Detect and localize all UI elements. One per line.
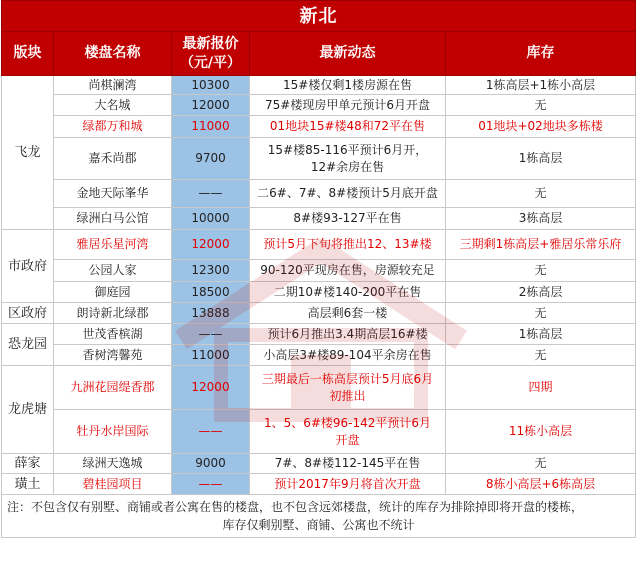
price-cell: —— [172, 410, 250, 454]
stock-cell: 1栋高层 [446, 138, 636, 180]
table-title: 新北 [2, 1, 636, 32]
news-cell: 高层剩6套一楼 [250, 303, 446, 324]
name-cell: 大名城 [54, 95, 172, 116]
price-cell: 10300 [172, 76, 250, 95]
stock-cell: 01地块+02地块多栋楼 [446, 116, 636, 138]
stock-cell: 无 [446, 454, 636, 474]
news-line: 15#楼85-116平预计6月开， [267, 142, 428, 157]
stock-cell: 无 [446, 95, 636, 116]
news-cell: 90-120平现房在售，房源较充足 [250, 260, 446, 282]
news-cell: 8#楼93-127平在售 [250, 208, 446, 230]
stock-cell: 3栋高层 [446, 208, 636, 230]
table-row [2, 116, 636, 138]
header-region: 版块 [2, 32, 54, 76]
table-row [2, 410, 636, 454]
stock-cell: 无 [446, 345, 636, 366]
news-cell [250, 138, 446, 180]
header-price [172, 32, 250, 76]
news-line: 1、5、6#楼96-142平预计6月 [263, 415, 432, 430]
region-cell: 璜土 [2, 474, 54, 495]
news-cell [250, 366, 446, 410]
table-row [2, 76, 636, 95]
news-cell [250, 410, 446, 454]
price-cell: —— [172, 324, 250, 345]
housing-table [1, 0, 636, 538]
table-row [2, 345, 636, 366]
name-cell: 朗诗新北绿郡 [54, 303, 172, 324]
news-cell: 预计5月下旬将推出12、13#楼 [250, 230, 446, 260]
table-row [2, 366, 636, 410]
price-cell: —— [172, 474, 250, 495]
stock-cell: 无 [446, 260, 636, 282]
stock-cell: 无 [446, 303, 636, 324]
price-cell: —— [172, 180, 250, 208]
price-cell: 18500 [172, 282, 250, 303]
name-cell: 御庭园 [54, 282, 172, 303]
price-cell: 12000 [172, 95, 250, 116]
stock-cell: 无 [446, 180, 636, 208]
name-cell: 碧桂园项目 [54, 474, 172, 495]
header-stock: 库存 [446, 32, 636, 76]
table-row [2, 208, 636, 230]
header-row [2, 32, 636, 76]
price-cell: 12300 [172, 260, 250, 282]
news-cell: 7#、8#楼112-145平在售 [250, 454, 446, 474]
price-cell: 12000 [172, 366, 250, 410]
region-cell: 龙虎塘 [2, 366, 54, 454]
news-cell: 75#楼现房甲单元预计6月开盘 [250, 95, 446, 116]
stock-cell: 三期剩1栋高层+雅居乐常乐府 [446, 230, 636, 260]
name-cell: 绿洲白马公馆 [54, 208, 172, 230]
name-cell: 牡丹水岸国际 [54, 410, 172, 454]
table-row [2, 180, 636, 208]
news-cell: 小高层3#楼89-104平余房在售 [250, 345, 446, 366]
name-cell: 尚棋澜湾 [54, 76, 172, 95]
footnote [2, 495, 636, 538]
region-cell: 恐龙园 [2, 324, 54, 366]
news-cell: 15#楼仅剩1楼房源在售 [250, 76, 446, 95]
price-cell: 9000 [172, 454, 250, 474]
news-cell: 预计6月推出3.4期高层16#楼 [250, 324, 446, 345]
news-cell: 二6#、7#、8#楼预计5月底开盘 [250, 180, 446, 208]
region-cell: 飞龙 [2, 76, 54, 230]
footnote-line: 库存仅剩别墅、商铺、公寓也不统计 [222, 518, 415, 532]
table-row [2, 95, 636, 116]
price-cell: 11000 [172, 345, 250, 366]
name-cell: 绿洲天逸城 [54, 454, 172, 474]
name-cell: 金地天际峯华 [54, 180, 172, 208]
news-cell: 01地块15#楼48和72平在售 [250, 116, 446, 138]
table-row [2, 303, 636, 324]
table-row [2, 282, 636, 303]
table-row [2, 454, 636, 474]
name-cell: 世茂香槟湖 [54, 324, 172, 345]
title-row [2, 1, 636, 32]
name-cell: 绿都万和城 [54, 116, 172, 138]
price-table-panel [1, 0, 635, 538]
price-cell: 13888 [172, 303, 250, 324]
price-cell: 11000 [172, 116, 250, 138]
price-cell: 10000 [172, 208, 250, 230]
news-line: 开盘 [335, 432, 360, 447]
news-line: 12#余房在售 [310, 159, 385, 174]
news-line: 三期最后一栋高层预计5月底6月 [261, 371, 434, 386]
table-row [2, 324, 636, 345]
table-row [2, 474, 636, 495]
stock-cell: 1栋高层 [446, 324, 636, 345]
news-cell: 预计2017年9月将首次开盘 [250, 474, 446, 495]
stock-cell: 2栋高层 [446, 282, 636, 303]
header-price-line1: 最新报价 [182, 35, 239, 52]
region-cell: 薛家 [2, 454, 54, 474]
name-cell: 公园人家 [54, 260, 172, 282]
price-cell: 12000 [172, 230, 250, 260]
table-row [2, 230, 636, 260]
news-cell: 二期10#楼140-200平在售 [250, 282, 446, 303]
name-cell: 雅居乐星河湾 [54, 230, 172, 260]
region-cell: 区政府 [2, 303, 54, 324]
stock-cell: 四期 [446, 366, 636, 410]
price-cell: 9700 [172, 138, 250, 180]
note-row [2, 495, 636, 538]
name-cell: 嘉禾尚郡 [54, 138, 172, 180]
header-name: 楼盘名称 [54, 32, 172, 76]
stock-cell: 11栋小高层 [446, 410, 636, 454]
stock-cell: 8栋小高层+6栋高层 [446, 474, 636, 495]
footnote-line: 注：不包含仅有别墅、商铺或者公寓在售的楼盘，也不包含远郊楼盘，统计的库存为排除掉即将开盘的楼栋， [7, 500, 584, 514]
news-line: 初推出 [329, 388, 366, 403]
name-cell: 香树湾馨苑 [54, 345, 172, 366]
header-news: 最新动态 [250, 32, 446, 76]
table-row [2, 138, 636, 180]
region-cell: 市政府 [2, 230, 54, 303]
name-cell: 九洲花园缇香郡 [54, 366, 172, 410]
table-row [2, 260, 636, 282]
header-price-line2: （元/平） [179, 54, 242, 71]
stock-cell: 1栋高层+1栋小高层 [446, 76, 636, 95]
